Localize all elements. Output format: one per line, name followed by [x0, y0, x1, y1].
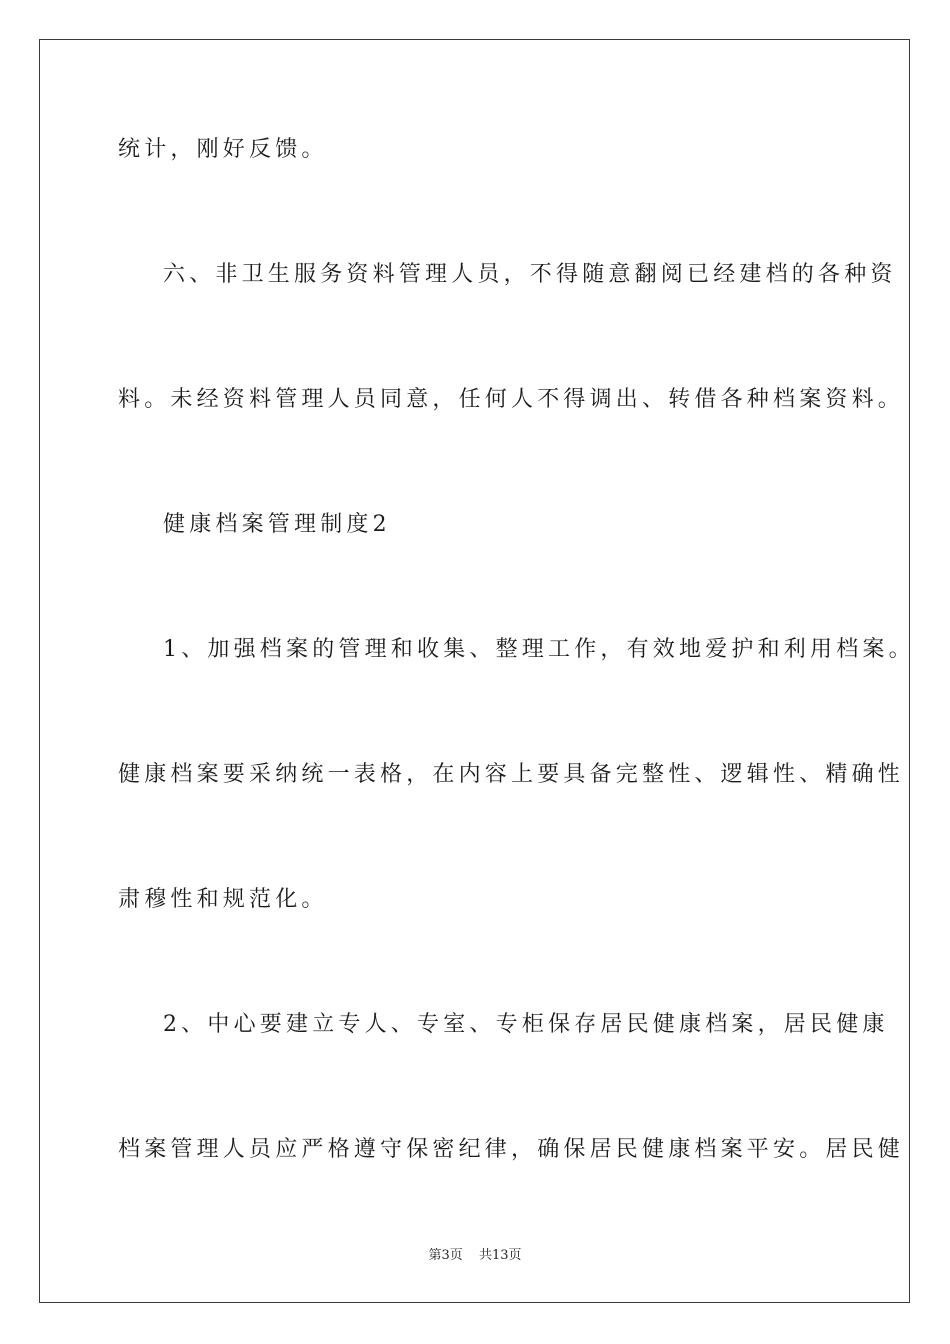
page-number: 第3页: [428, 1248, 463, 1263]
text-line: 统计，刚好反馈。: [118, 137, 328, 162]
page-total: 共13页: [478, 1248, 522, 1263]
page-footer: [0, 1247, 950, 1265]
text-line: 2、中心要建立专人、专室、专柜保存居民健康档案，居民健康: [163, 1012, 889, 1037]
text-line: 1、加强档案的管理和收集、整理工作，有效地爱护和利用档案。: [163, 637, 915, 662]
text-line: 健康档案要采纳统一表格，在内容上要具备完整性、逻辑性、精确性: [118, 762, 905, 787]
text-line: 料。未经资料管理人员同意，任何人不得调出、转借各种档案资料。: [118, 387, 905, 412]
text-line: 六、非卫生服务资料管理人员，不得随意翻阅已经建档的各种资: [163, 262, 897, 287]
text-line: 档案管理人员应严格遵守保密纪律，确保居民健康档案平安。居民健: [118, 1137, 905, 1162]
page-border: [39, 39, 910, 1303]
text-line: 肃穆性和规范化。: [118, 887, 328, 912]
section-heading: 健康档案管理制度2: [163, 512, 391, 537]
